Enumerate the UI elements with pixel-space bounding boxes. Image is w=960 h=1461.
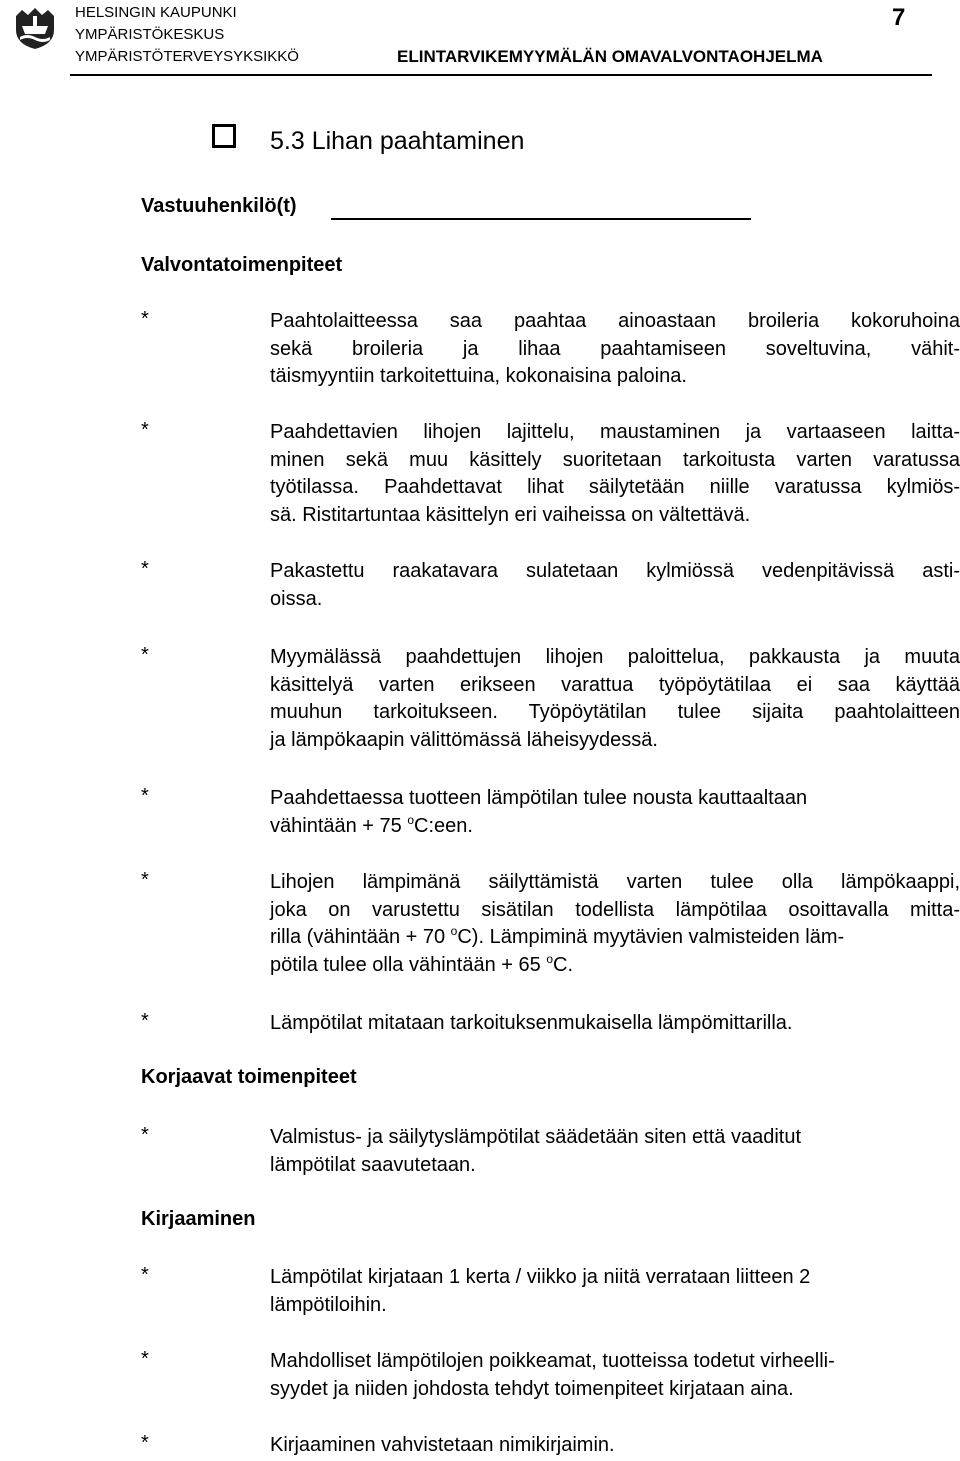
item-line: pötila tulee olla vähintään + 65 $^o$C. (270, 951, 574, 976)
item-line: Paahtolaitteessa saa paahtaa ainoastaan broileria kokoruhoina (270, 310, 960, 332)
bullet: * (141, 1264, 149, 1286)
item-line: Kirjaaminen vahvistetaan nimikirjaimin. (270, 1434, 615, 1456)
empty-checkbox-icon (212, 124, 236, 148)
item-line: muuhun tarkoitukseen. Työpöytätilan tulee sijaita paahtolaitteen (270, 701, 960, 723)
item-line: syydet ja niiden johdosta tehdyt toimenpiteet kirjataan aina. (270, 1377, 794, 1400)
monitoring-heading: Valvontatoimenpiteet (141, 254, 343, 276)
document-title: ELINTARVIKEMYYMÄLÄN OMAVALVONTAOHJELMA (397, 47, 823, 66)
item-line: vähintään + 75 $^o$C:een. (270, 812, 473, 837)
item-line: ja lämpökaapin välittömässä läheisyydessä. (270, 728, 658, 751)
header-unit: YMPÄRISTÖTERVEYSYKSIKKÖ (75, 48, 299, 65)
list-item (270, 1348, 960, 1403)
item-line: Myymälässä paahdettujen lihojen paloittelua, pakkausta ja muuta (270, 646, 960, 668)
bullet: * (141, 419, 149, 441)
responsible-label: Vastuuhenkilö(t) (141, 195, 297, 217)
item-line: rilla (vähintään + 70 $^o$C). Lämpiminä myytävien valmisteiden läm- (270, 924, 845, 948)
item-line: Mahdolliset lämpötilojen poikkeamat, tuotteissa todetut virheelli- (270, 1350, 835, 1372)
item-line: Pakastettu raakatavara sulatetaan kylmiössä vedenpitävissä asti- (270, 560, 960, 582)
list-item (270, 308, 960, 391)
bullet: * (141, 1010, 149, 1032)
item-line: Lihojen lämpimänä säilyttämistä varten tulee olla lämpökaappi, (270, 871, 960, 893)
bullet: * (141, 644, 149, 666)
list-item (270, 1432, 960, 1460)
item-line: oissa. (270, 587, 323, 610)
header-centre: YMPÄRISTÖKESKUS (75, 26, 225, 43)
section-title: 5.3 Lihan paahtaminen (270, 127, 525, 155)
bullet: * (141, 1124, 149, 1146)
bullet: * (141, 558, 149, 580)
page-number: 7 (892, 4, 906, 31)
list-item (270, 869, 960, 979)
item-line: sä. Ristitartuntaa käsittelyn eri vaiheissa on vältettävä. (270, 503, 751, 526)
list-item (270, 785, 960, 840)
item-line: Lämpötilat kirjataan 1 kerta / viikko ja niitä verrataan liitteen 2 (270, 1266, 811, 1288)
item-line: lämpötilat saavutetaan. (270, 1153, 476, 1176)
corrective-heading: Korjaavat toimenpiteet (141, 1066, 357, 1088)
item-line: lämpötiloihin. (270, 1293, 387, 1316)
bullet: * (141, 1432, 149, 1454)
item-line: Valmistus- ja säilytyslämpötilat säädetään siten että vaaditut (270, 1126, 802, 1148)
header-org: HELSINGIN KAUPUNKI (75, 4, 237, 21)
bullet: * (141, 869, 149, 891)
header-divider (70, 74, 932, 76)
item-line: sekä broileria ja lihaa paahtamiseen soveltuvina, vähit- (270, 337, 960, 360)
responsible-blank-line (331, 218, 751, 220)
item-line: Lämpötilat mitataan tarkoituksenmukaisella lämpömittarilla. (270, 1012, 793, 1034)
list-item (270, 558, 960, 613)
item-line: joka on varustettu sisätilan todellista lämpötilaa osoittavalla mitta- (270, 898, 960, 921)
helsinki-crest-icon (10, 6, 60, 50)
recording-heading: Kirjaaminen (141, 1208, 256, 1230)
bullet: * (141, 1348, 149, 1370)
list-item (270, 1010, 960, 1038)
bullet: * (141, 785, 149, 807)
list-item (270, 644, 960, 754)
item-line: Paahdettaessa tuotteen lämpötilan tulee nousta kauttaaltaan (270, 787, 808, 809)
bullet: * (141, 308, 149, 330)
list-item (270, 1264, 960, 1319)
item-line: minen sekä muu käsittely suoritetaan tarkoitusta varten varatussa (270, 448, 960, 471)
item-line: täismyyntiin tarkoitettuina, kokonaisina paloina. (270, 365, 687, 387)
list-item (270, 419, 960, 529)
item-line: työtilassa. Paahdettavat lihat säilytetään niille varatussa kylmiös- (270, 476, 960, 498)
list-item (270, 1124, 960, 1179)
item-line: Paahdettavien lihojen lajittelu, maustaminen ja vartaaseen laitta- (270, 421, 960, 443)
item-line: käsittelyä varten erikseen varattua työpöytätilaa ei saa käyttää (270, 673, 960, 696)
